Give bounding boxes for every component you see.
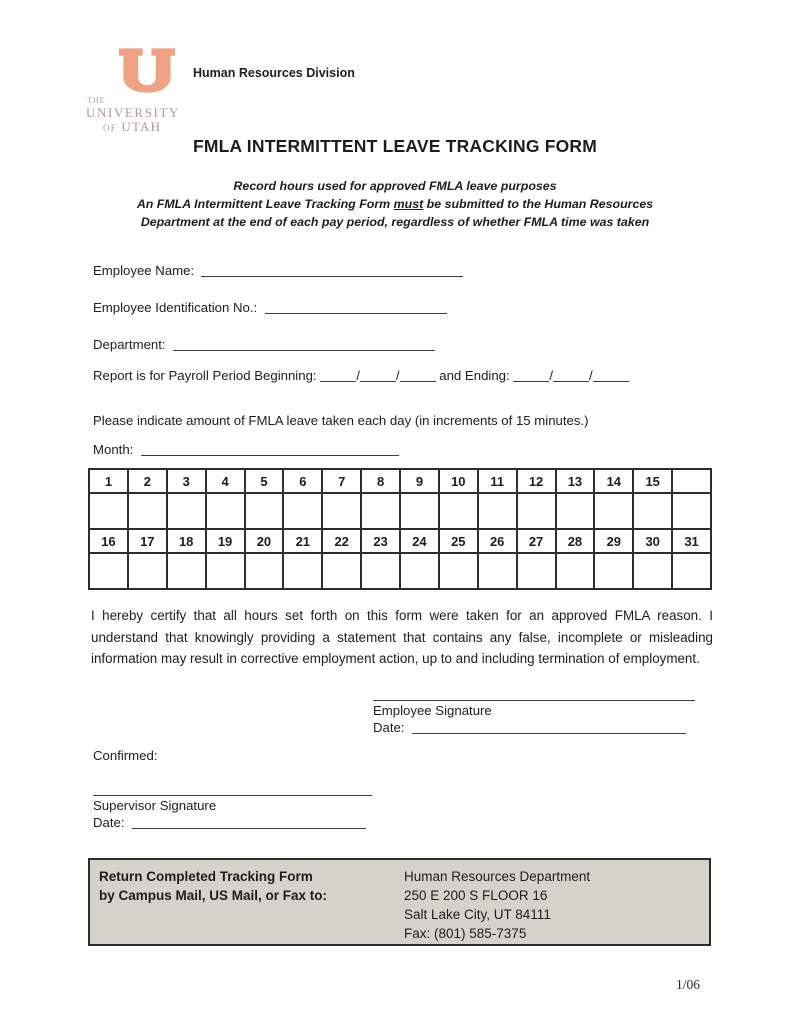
- leave-hours-entry-cell[interactable]: [167, 553, 206, 589]
- month-label: Month:: [93, 442, 134, 457]
- begin-year-field[interactable]: [400, 367, 436, 382]
- day-number-cell: 11: [478, 469, 517, 493]
- subtitle-line-1: Record hours used for approved FMLA leave purposes: [233, 179, 557, 193]
- day-number-cell: 17: [128, 529, 167, 553]
- leave-hours-entry-cell[interactable]: [206, 493, 245, 529]
- day-number-cell: 13: [556, 469, 595, 493]
- leave-hours-entry-cell[interactable]: [206, 553, 245, 589]
- leave-hours-entry-cell[interactable]: [361, 493, 400, 529]
- day-number-cell: 8: [361, 469, 400, 493]
- leave-hours-entry-cell[interactable]: [594, 493, 633, 529]
- logo-the-text: THE: [87, 96, 106, 105]
- employee-signature-block: [373, 700, 695, 735]
- form-subtitle: [0, 177, 790, 231]
- end-year-field[interactable]: [593, 367, 629, 382]
- leave-hours-entry-cell[interactable]: [283, 553, 322, 589]
- certification-statement: I hereby certify that all hours set forth on this form were taken for an approved FMLA reason. I understand that knowingly providing a statement that contains any false, incomplete or misleading information may result in corrective employment action, up to and including termination of employment.: [91, 608, 713, 666]
- leave-hours-entry-cell[interactable]: [322, 553, 361, 589]
- leave-hours-entry-cell[interactable]: [633, 553, 672, 589]
- return-line-1: Return Completed Tracking Form: [99, 869, 313, 884]
- confirmed-label: Confirmed:: [93, 748, 158, 763]
- leave-hours-entry-cell[interactable]: [128, 553, 167, 589]
- day-number-cell: 9: [400, 469, 439, 493]
- page-title: FMLA INTERMITTENT LEAVE TRACKING FORM: [192, 136, 598, 156]
- street-address-line: 250 E 200 S FLOOR 16: [404, 888, 548, 903]
- end-month-field[interactable]: [513, 367, 549, 382]
- payroll-period-row: Report is for Payroll Period Beginning: / / and Ending: / /: [93, 367, 629, 383]
- fax-number-line: Fax: (801) 585-7375: [404, 926, 527, 941]
- day-number-cell: 20: [245, 529, 284, 553]
- logo-of-text: OF: [103, 123, 117, 133]
- leave-hours-entry-cell[interactable]: [439, 553, 478, 589]
- logo-university-text: UNIVERSITY: [86, 105, 180, 120]
- logo-of-utah-text: [103, 119, 161, 135]
- return-box-left-column: [90, 860, 402, 944]
- supervisor-date-field[interactable]: [132, 814, 366, 829]
- leave-hours-entry-cell[interactable]: [400, 493, 439, 529]
- day-number-cell: 7: [322, 469, 361, 493]
- end-day-field[interactable]: [553, 367, 589, 382]
- day-number-cell: [672, 469, 711, 493]
- begin-month-field[interactable]: [320, 367, 356, 382]
- day-number-cell: 22: [322, 529, 361, 553]
- employee-name-field[interactable]: [201, 262, 463, 277]
- return-line-2: by Campus Mail, US Mail, or Fax to:: [99, 888, 328, 903]
- leave-hours-entry-cell[interactable]: [517, 553, 556, 589]
- leave-hours-entry-cell[interactable]: [594, 553, 633, 589]
- supervisor-signature-line[interactable]: [93, 795, 372, 796]
- day-number-cell: 12: [517, 469, 556, 493]
- day-number-cell: 29: [594, 529, 633, 553]
- subtitle-line-3: Department at the end of each pay period, regardless of whether FMLA time was taken: [140, 215, 650, 229]
- day-number-cell: 26: [478, 529, 517, 553]
- leave-hours-entry-cell[interactable]: [517, 493, 556, 529]
- page-number: 1/06: [675, 977, 700, 992]
- logo-utah-text: UTAH: [121, 119, 162, 134]
- return-instructions-box: [88, 858, 711, 946]
- day-number-cell: 14: [594, 469, 633, 493]
- day-number-cell: 4: [206, 469, 245, 493]
- must-underlined: must: [393, 197, 424, 211]
- leave-hours-entry-cell[interactable]: [672, 553, 711, 589]
- department-label: Department:: [93, 337, 166, 352]
- day-number-cell: 5: [245, 469, 284, 493]
- employee-id-field[interactable]: [265, 299, 447, 314]
- payroll-period-label: Report is for Payroll Period Beginning:: [93, 368, 317, 383]
- hr-department-line: Human Resources Department: [404, 869, 591, 884]
- employee-date-label: Date:: [373, 720, 405, 735]
- leave-hours-entry-cell[interactable]: [128, 493, 167, 529]
- leave-hours-entry-cell[interactable]: [478, 553, 517, 589]
- leave-hours-entry-cell[interactable]: [283, 493, 322, 529]
- department-field[interactable]: [173, 336, 435, 351]
- subtitle-line-2: An FMLA Intermittent Leave Tracking Form must be submitted to the Human Resources: [136, 197, 654, 211]
- university-of-utah-logo: [86, 46, 198, 136]
- calendar-table: [88, 468, 712, 590]
- employee-date-field[interactable]: [412, 719, 686, 734]
- leave-hours-entry-cell[interactable]: [245, 553, 284, 589]
- leave-instruction: Please indicate amount of FMLA leave taken each day (in increments of 15 minutes.): [93, 413, 589, 428]
- day-number-cell: 10: [439, 469, 478, 493]
- leave-hours-entry-cell[interactable]: [439, 493, 478, 529]
- supervisor-date-row: [93, 814, 372, 830]
- day-number-cell: 23: [361, 529, 400, 553]
- leave-hours-entry-cell[interactable]: [167, 493, 206, 529]
- return-box-address-column: [402, 860, 590, 944]
- month-field[interactable]: [141, 441, 399, 456]
- day-number-cell: 19: [206, 529, 245, 553]
- day-number-cell: 27: [517, 529, 556, 553]
- day-number-cell: 25: [439, 529, 478, 553]
- employee-id-row: [93, 299, 447, 315]
- leave-hours-entry-cell[interactable]: [89, 553, 128, 589]
- day-number-cell: 24: [400, 529, 439, 553]
- employee-signature-line[interactable]: [373, 700, 695, 701]
- employee-date-row: [373, 719, 695, 735]
- month-row: [93, 441, 399, 457]
- employee-name-row: [93, 262, 463, 278]
- leave-hours-entry-cell[interactable]: [245, 493, 284, 529]
- department-row: [93, 336, 435, 352]
- day-number-cell: 30: [633, 529, 672, 553]
- employee-id-label: Employee Identification No.:: [93, 300, 258, 315]
- leave-hours-entry-cell[interactable]: [556, 553, 595, 589]
- leave-hours-entry-cell[interactable]: [672, 493, 711, 529]
- day-number-cell: 18: [167, 529, 206, 553]
- day-number-cell: 31: [672, 529, 711, 553]
- and-ending-label: and Ending:: [439, 368, 510, 383]
- leave-hours-entry-cell[interactable]: [322, 493, 361, 529]
- employee-name-label: Employee Name:: [93, 263, 195, 278]
- day-number-cell: 21: [283, 529, 322, 553]
- city-state-zip-line: Salt Lake City, UT 84111: [404, 907, 551, 922]
- day-number-cell: 15: [633, 469, 672, 493]
- supervisor-signature-label: Supervisor Signature: [93, 798, 217, 813]
- leave-hours-entry-cell[interactable]: [361, 553, 400, 589]
- day-number-cell: 1: [89, 469, 128, 493]
- begin-day-field[interactable]: [360, 367, 396, 382]
- leave-hours-entry-cell[interactable]: [478, 493, 517, 529]
- hr-division-heading: Human Resources Division: [193, 66, 355, 80]
- block-u-icon: [119, 48, 175, 93]
- day-number-cell: 2: [128, 469, 167, 493]
- leave-hours-entry-cell[interactable]: [556, 493, 595, 529]
- supervisor-date-label: Date:: [93, 815, 125, 830]
- leave-hours-entry-cell[interactable]: [89, 493, 128, 529]
- day-number-cell: 28: [556, 529, 595, 553]
- leave-hours-entry-cell[interactable]: [633, 493, 672, 529]
- day-number-cell: 16: [89, 529, 128, 553]
- day-number-cell: 3: [167, 469, 206, 493]
- leave-hours-entry-cell[interactable]: [400, 553, 439, 589]
- employee-signature-label: Employee Signature: [373, 703, 492, 718]
- supervisor-signature-block: [93, 795, 372, 830]
- day-number-cell: 6: [283, 469, 322, 493]
